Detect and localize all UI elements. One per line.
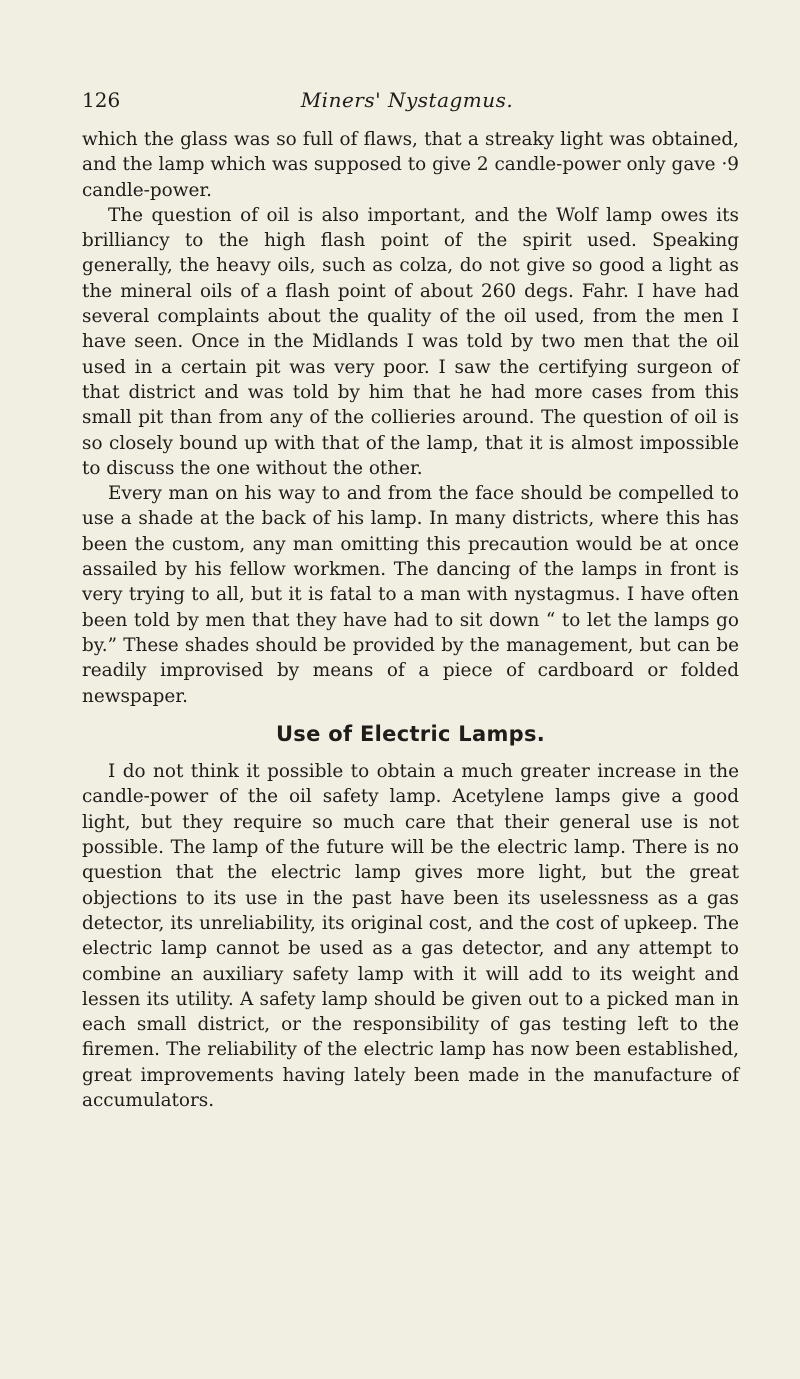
- running-title: Miners' Nystagmus.: [300, 88, 514, 112]
- paragraph-oil-question: The question of oil is also important, and the Wolf lamp owes its brilliancy to the high flash point of the spirit used. Speaking generally, the heavy oils, such as colza, do not give so good a light as the mineral oils of a flash point of about 260 degs. Fahr. I have had several complaints about the quality of the oil used, from the men I have seen. Once in the Midlands I was told by two men that the oil used in a certain pit was very poor. I saw the certifying surgeon of that district and was told by him that he had more cases from this small pit than from any of the collieries around. The question of oil is so closely bound up with that of the lamp, that it is almost impossible to discuss the one without the other.: [82, 204, 739, 479]
- page-number: 126: [82, 88, 121, 112]
- paragraph-electric-lamps: I do not think it possible to obtain a much greater increase in the candle-power of the oil safety lamp. Acetylene lamps give a good light, but they require so much care that their general use is not possible. The lamp of the future will be the electric lamp. There is no question that the electric lamp gives more light, but the great objections to its use in the past have been its uselessness as a gas detector, its unreliability, its original cost, and the cost of upkeep. The electric lamp cannot be used as a gas detector, and any attempt to combine an auxiliary safety lamp with it will add to its weight and lessen its utility. A safety lamp should be given out to a picked man in each small district, or the responsibility of gas testing left to the firemen. The reliability of the electric lamp has now been established, great improvements having lately been made in the manufacture of accumulators.: [82, 761, 739, 1111]
- body-text: [82, 127, 739, 1113]
- page-header: [82, 88, 732, 118]
- section-heading: Use of Electric Lamps.: [275, 721, 546, 746]
- paragraph-continuation: which the glass was so full of flaws, that a streaky light was obtained, and the lamp which was supposed to give 2 candle-power only gave ·9 candle-power.: [82, 129, 739, 201]
- paragraph-lamp-shade: Every man on his way to and from the face should be compelled to use a shade at the back of his lamp. In many districts, where this has been the custom, any man omitting this precaution would be at once assailed by his fellow workmen. The dancing of the lamps in front is very trying to all, but it is fatal to a man with nystagmus. I have often been told by men that they have had to sit down “ to let the lamps go by.” These shades should be provided by the management, but can be readily improvised by means of a piece of cardboard or folded newspaper.: [82, 483, 739, 707]
